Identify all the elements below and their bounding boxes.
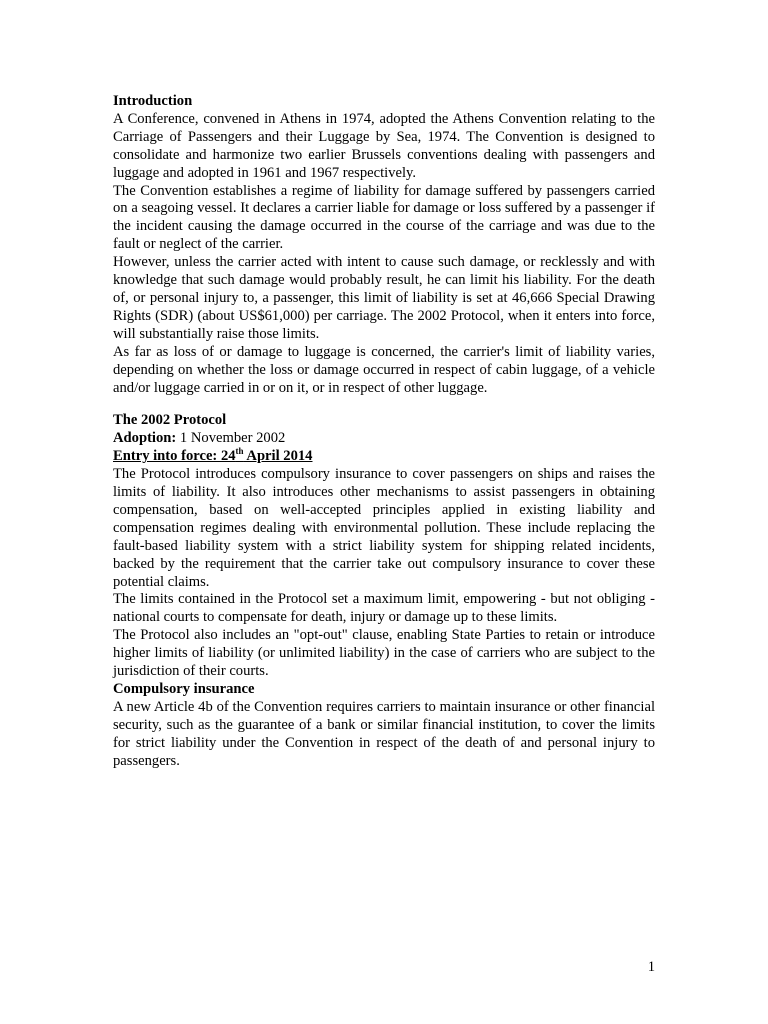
paragraph: However, unless the carrier acted with intent to cause such damage, or recklessly and with knowledge that such damage would probably result, he can limit his liability. For the death of, or personal injury to, a passenger, this limit of liability is set at 46,666 Special Drawing Rights (SDR) (about US$61,000) per carriage. The 2002 Protocol, when it enters into force, will substantially raise those limits. — [113, 254, 655, 342]
section-heading-protocol: The 2002 Protocol — [113, 412, 227, 429]
entry-rest: April 2014 — [243, 448, 313, 465]
entry-into-force-text — [113, 448, 312, 464]
paragraph: The Protocol introduces compulsory insurance to cover passengers on ships and raises the limits of liability. It also introduces other mechanisms to assist passengers in obtaining compensation, based on well-accepted principles applied in existing liability and compensation regimes dealing with environmental pollution. These include replacing the fault-based liability system with a strict liability system for shipping related incidents, backed by the requirement that the carrier take out compulsory insurance to cover these potential claims. — [113, 466, 655, 590]
paragraph: The Protocol also includes an "opt-out" clause, enabling State Parties to retain or introduce higher limits of liability (or unlimited liability) in the case of carriers who are subject to the jurisdiction of their courts. — [113, 627, 655, 680]
entry-ordinal-suffix: th — [235, 446, 244, 457]
adoption-label: Adoption: — [113, 430, 177, 447]
protocol-header-block — [113, 412, 655, 466]
paragraph: A Conference, convened in Athens in 1974, adopted the Athens Convention relating to the Carriage of Passengers and their Luggage by Sea, 1974. The Convention is designed to consolidate and harmonize two earlier Brussels conventions dealing with passengers and luggage and adopted in 1961 and 1967 respectively. — [113, 110, 655, 181]
paragraph: The limits contained in the Protocol set a maximum limit, empowering - but not obliging - national courts to compensate for death, injury or damage up to these limits. — [113, 591, 655, 626]
document-page — [113, 93, 655, 771]
entry-label: Entry into force: 24 — [113, 448, 236, 465]
paragraph: As far as loss of or damage to luggage is concerned, the carrier's limit of liability varies, depending on whether the loss or damage occurred in respect of cabin luggage, of a vehicle and/or luggage carried in or on it, or in respect of other luggage. — [113, 343, 655, 396]
paragraph: The Convention establishes a regime of liability for damage suffered by passengers carried on a seagoing vessel. It declares a carrier liable for damage or loss suffered by a passenger if the incident causing the damage occurred in the course of the carriage and was due to the fault or neglect of the carrier. — [113, 182, 655, 253]
section-heading-introduction: Introduction — [113, 93, 193, 109]
entry-into-force-line — [113, 448, 655, 466]
page-number: 1 — [647, 959, 655, 975]
adoption-value: 1 November 2002 — [176, 430, 286, 447]
paragraph: A new Article 4b of the Convention requires carriers to maintain insurance or other financial security, such as the guarantee of a bank or similar financial institution, to cover the limits for strict liability under the Convention in respect of the death of and personal injury to passengers. — [113, 698, 655, 769]
section-heading-insurance: Compulsory insurance — [113, 681, 255, 697]
adoption-line — [113, 430, 655, 448]
